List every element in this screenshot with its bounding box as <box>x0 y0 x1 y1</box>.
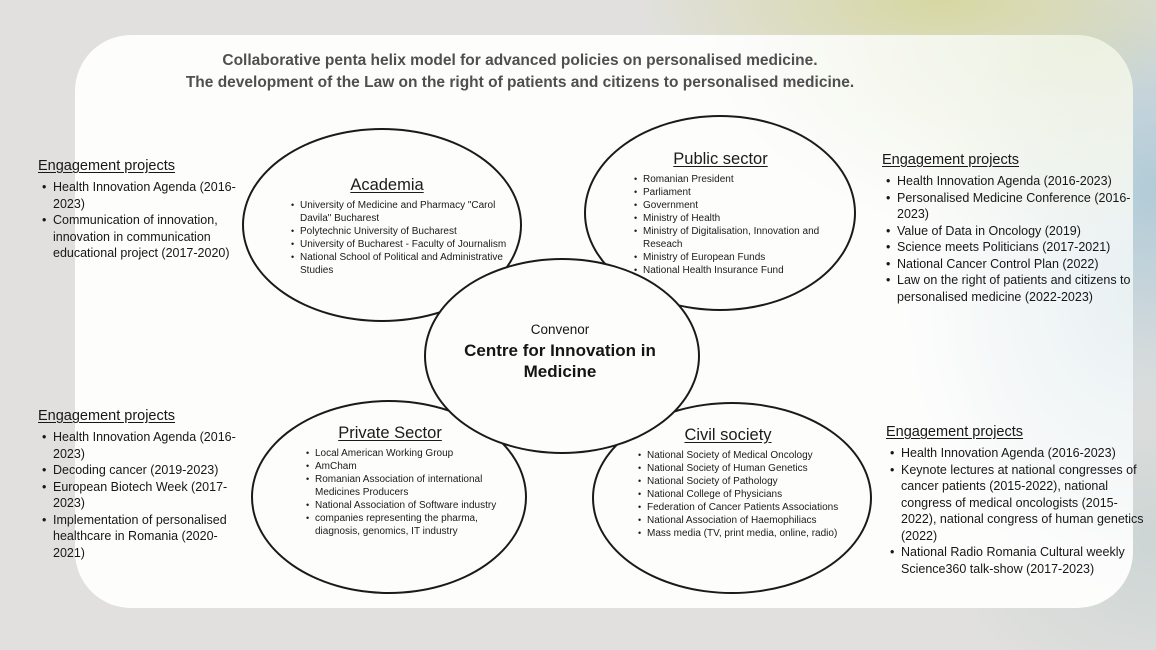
engagement-projects-bottom-left <box>38 408 243 561</box>
list-item: • Parliament <box>643 186 833 199</box>
list-item: • Federation of Cancer Patients Associations <box>647 501 842 514</box>
private-sector-member-list <box>275 447 505 538</box>
list-item: • companies representing the pharma, diagnosis, genomics, IT industry <box>315 512 505 538</box>
list-item: • AmCham <box>315 460 505 473</box>
list-item: • Personalised Medicine Conference (2016-2023) <box>897 190 1142 223</box>
list-item: • National School of Political and Administrative Studies <box>300 251 512 277</box>
list-item: • Local American Working Group <box>315 447 505 460</box>
engagement-heading: Engagement projects <box>882 152 1020 168</box>
convenor-label: Convenor <box>530 322 590 337</box>
title-line-2: The development of the Law on the right of patients and citizens to personalised medicine. <box>185 74 855 91</box>
engagement-list <box>886 445 1144 577</box>
list-item: • Romanian Association of international Medicines Producers <box>315 473 505 499</box>
list-item: • Communication of innovation, innovation in communication educational project (2017-2020) <box>53 212 243 262</box>
list-item: • National Health Insurance Fund <box>643 264 833 277</box>
engagement-projects-top-right <box>882 152 1142 305</box>
list-item: • Law on the right of patients and citizens to personalised medicine (2022-2023) <box>897 272 1142 305</box>
list-item: • European Biotech Week (2017-2023) <box>53 479 243 512</box>
civil-society-title: Civil society <box>684 426 772 444</box>
engagement-list <box>38 429 243 561</box>
list-item: • Health Innovation Agenda (2016-2023) <box>901 445 1144 462</box>
diagram-title <box>95 50 945 94</box>
engagement-projects-top-left <box>38 158 243 262</box>
convenor-name: Centre for Innovation in Medicine <box>464 341 656 381</box>
list-item: • Value of Data in Oncology (2019) <box>897 223 1142 240</box>
list-item: • Science meets Politicians (2017-2021) <box>897 239 1142 256</box>
list-item: • National Cancer Control Plan (2022) <box>897 256 1142 273</box>
list-item: • Keynote lectures at national congresses of cancer patients (2015-2022), national congress of medical oncologists (2015-2022), national congress of human genetics (2022) <box>901 462 1144 545</box>
list-item: • Decoding cancer (2019-2023) <box>53 462 243 479</box>
list-item: • National Society of Medical Oncology <box>647 449 842 462</box>
engagement-heading: Engagement projects <box>886 424 1024 440</box>
engagement-list <box>38 179 243 262</box>
list-item: • National Society of Human Genetics <box>647 462 842 475</box>
list-item: • Implementation of personalised healthcare in Romania (2020-2021) <box>53 512 243 562</box>
list-item: • Ministry of Digitalisation, Innovation and Reseach <box>643 225 833 251</box>
engagement-heading: Engagement projects <box>38 408 176 424</box>
public-sector-section <box>608 150 833 277</box>
convenor-section <box>450 322 670 382</box>
list-item: • University of Medicine and Pharmacy "Carol Davila" Bucharest <box>300 199 512 225</box>
academia-title: Academia <box>350 176 424 194</box>
engagement-heading: Engagement projects <box>38 158 176 174</box>
title-line-1: Collaborative penta helix model for advanced policies on personalised medicine. <box>222 52 818 69</box>
public-sector-member-list <box>608 173 833 277</box>
private-sector-title: Private Sector <box>338 424 442 442</box>
civil-society-section <box>614 426 842 540</box>
academia-member-list <box>262 199 512 277</box>
list-item: • National Association of Haemophiliacs <box>647 514 842 527</box>
private-sector-section <box>275 424 505 538</box>
list-item: • Ministry of Health <box>643 212 833 225</box>
list-item: • Polytechnic University of Bucharest <box>300 225 512 238</box>
list-item: • Ministry of European Funds <box>643 251 833 264</box>
public-sector-title: Public sector <box>673 150 768 168</box>
list-item: • National College of Physicians <box>647 488 842 501</box>
list-item: • Health Innovation Agenda (2016-2023) <box>53 429 243 462</box>
list-item: • National Association of Software industry <box>315 499 505 512</box>
list-item: • National Radio Romania Cultural weekly Science360 talk-show (2017-2023) <box>901 544 1144 577</box>
list-item: • Health Innovation Agenda (2016-2023) <box>53 179 243 212</box>
engagement-list <box>882 173 1142 305</box>
list-item: • University of Bucharest - Faculty of Journalism <box>300 238 512 251</box>
civil-society-member-list <box>614 449 842 540</box>
list-item: • Romanian President <box>643 173 833 186</box>
list-item: • Health Innovation Agenda (2016-2023) <box>897 173 1142 190</box>
list-item: • Government <box>643 199 833 212</box>
list-item: • National Society of Pathology <box>647 475 842 488</box>
list-item: • Mass media (TV, print media, online, radio) <box>647 527 842 540</box>
academia-section <box>262 176 512 277</box>
engagement-projects-bottom-right <box>886 424 1144 577</box>
